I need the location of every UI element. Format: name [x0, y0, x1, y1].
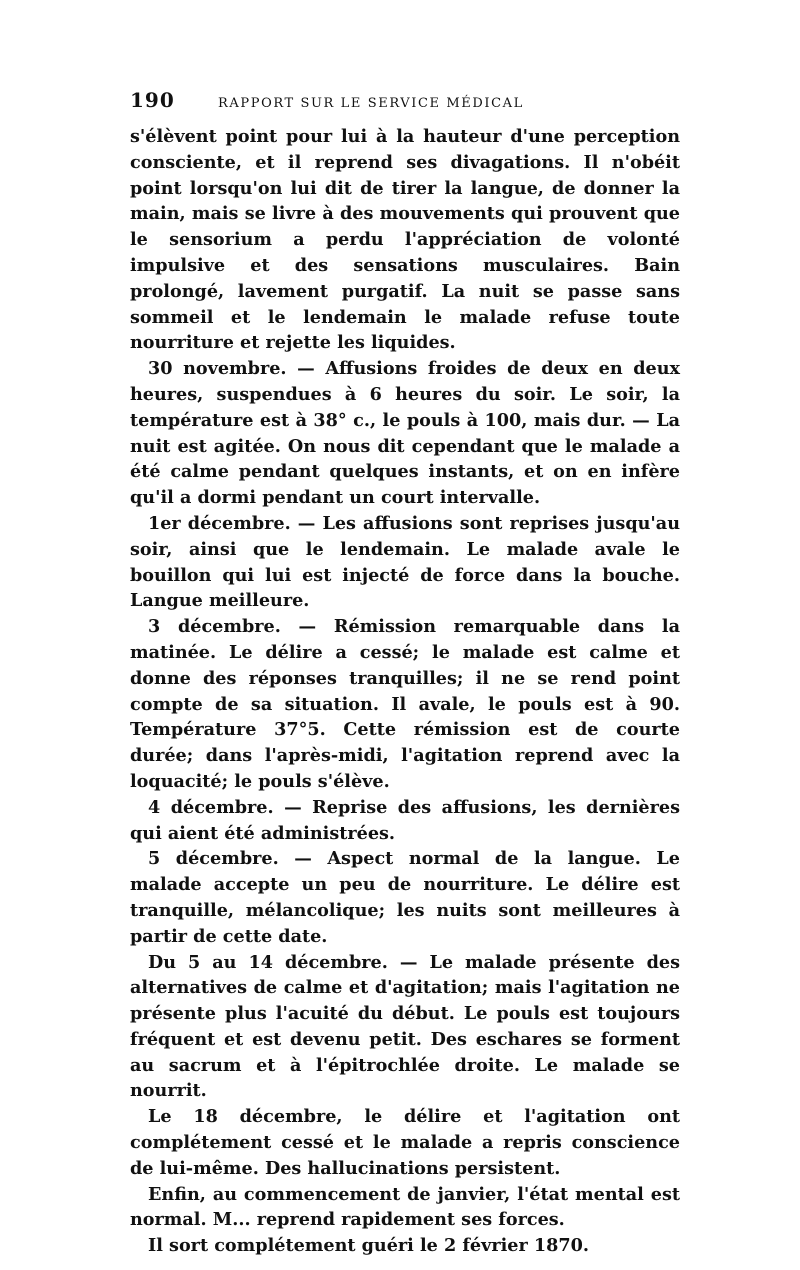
paragraph-janvier: Enfin, au commencement de janvier, l'état mental est normal. M... reprend rapidement ses forces. — [130, 1183, 680, 1231]
paragraph-1er-decembre: 1er décembre. — Les affusions sont reprises jusqu'au soir, ainsi que le lendemain. Le malade avale le bouillon qui lui est injecté de force dans la bouche. Langue meilleure. — [130, 512, 680, 612]
paragraph-5-decembre: 5 décembre. — Aspect normal de la langue. Le malade accepte un peu de nourriture. Le délire est tranquille, mélancolique; les nuits sont meilleures à partir de cette date. — [130, 848, 680, 947]
paragraph-continuation: s'élèvent point pour lui à la hauteur d'une perception consciente, et il reprend ses divagations. Il n'obéit point lorsqu'on lui dit de tirer la langue, de donner la main, mais se livre à des mouvements qui prouvent que le sensorium a perdu l'appréciation de volonté impulsive et des sensations musculaires. Bain prolongé, lavement purgatif. La nuit se passe sans sommeil et le lendemain le malade refuse toute nourriture et rejette les liquides. — [130, 126, 680, 354]
paragraph-18-decembre: Le 18 décembre, le délire et l'agitation ont complétement cessé et le malade a repris conscience de lui-même. Des hallucinations persistent. — [130, 1106, 680, 1179]
page-header — [130, 88, 680, 124]
running-title: RAPPORT SUR LE SERVICE MÉDICAL — [218, 96, 524, 111]
book-page — [130, 88, 680, 1259]
paragraph-3-decembre: 3 décembre. — Rémission remarquable dans la matinée. Le délire a cessé; le malade est calme et donne des réponses tranquilles; il ne se rend point compte de sa situation. Il avale, le pouls est à 90. Température 37°5. Cette rémission est de courte durée; dans l'après-midi, l'agitation reprend avec la loquacité; le pouls s'élève. — [130, 616, 680, 792]
paragraph-fevrier: Il sort complétement guéri le 2 février 1870. — [148, 1235, 589, 1257]
page-number: 190 — [130, 88, 175, 112]
paragraph-30-novembre: 30 novembre. — Affusions froides de deux en deux heures, suspendues à 6 heures du soir. Le soir, la température est à 38° c., le pouls à 100, mais dur. — La nuit est agitée. On nous dit cependant que le malade a été calme pendant quelques instants, et on en infère qu'il a dormi pendant un court intervalle. — [130, 358, 680, 509]
paragraph-5-au-14-decembre: Du 5 au 14 décembre. — Le malade présente des alternatives de calme et d'agitation; mais l'agitation ne présente plus l'acuité du début. Le pouls est toujours fréquent et est devenu petit. Des eschares se forment au sacrum et à l'épitrochlée droite. Le malade se nourrit. — [130, 951, 680, 1102]
paragraph-4-decembre: 4 décembre. — Reprise des affusions, les dernières qui aient été administrées. — [130, 796, 680, 844]
